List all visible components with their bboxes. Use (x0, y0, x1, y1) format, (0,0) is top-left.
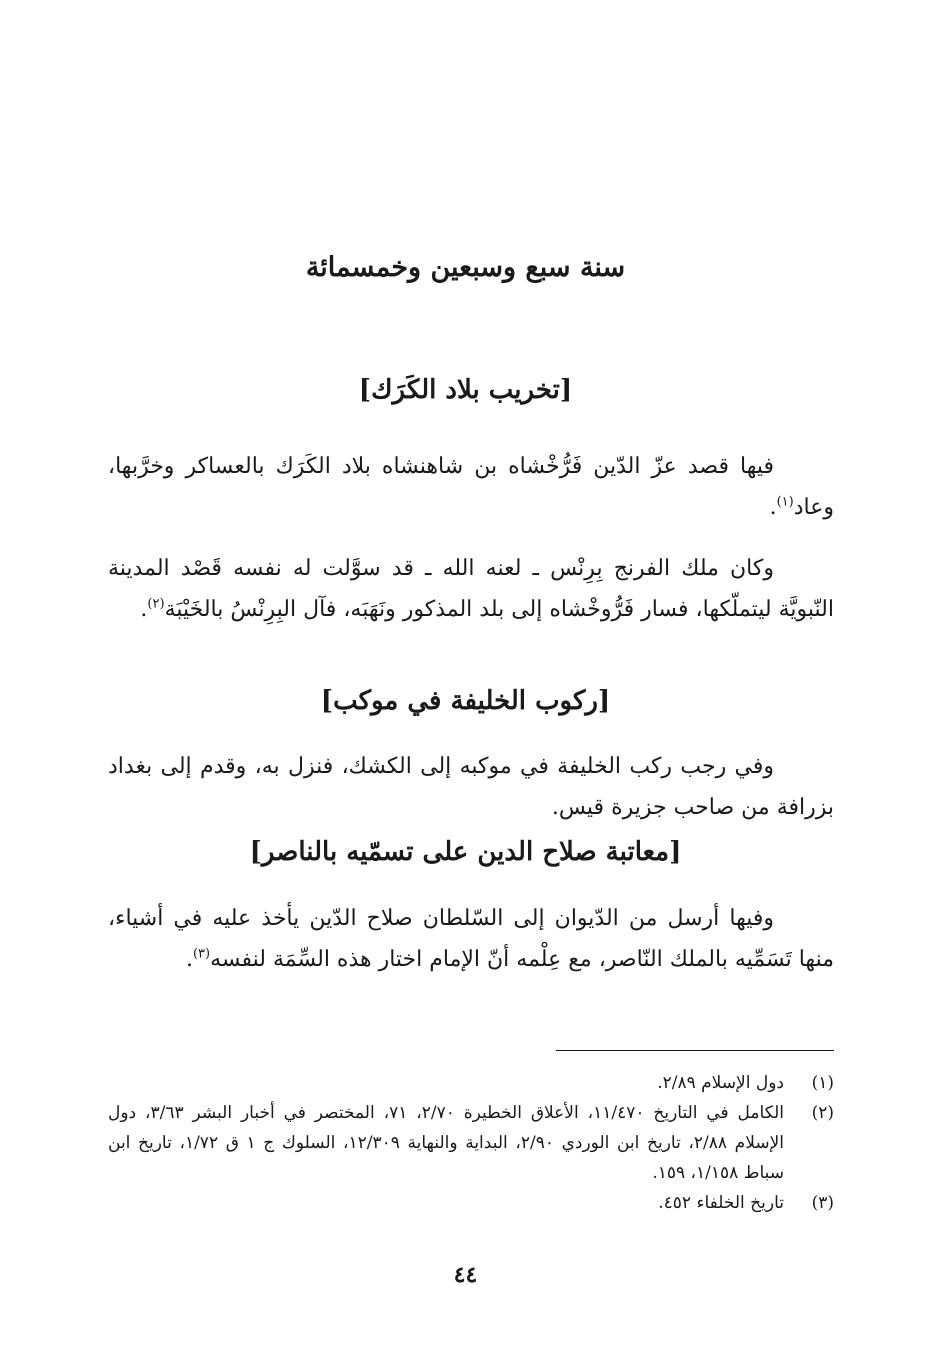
footnote-number: (١) (811, 1073, 834, 1093)
section-heading-karak: [تخريب بلاد الكَرَك] (358, 375, 573, 405)
footnote-item (108, 1188, 834, 1218)
paragraph-saladin-rebuke (108, 898, 834, 980)
paragraph-end: . (185, 947, 193, 972)
page-number: ٤٤ (453, 1262, 478, 1288)
footnote-item (108, 1098, 834, 1188)
year-title: سنة سبع وسبعين وخمسمائة (305, 252, 626, 283)
paragraph-text: وكان ملك الفرنج بِرِنْس ـ لعنه الله ـ قد سوَّلت له نفسه قَصْد المدينة النّبويَّة ليتملّكها، فسار فَرُّوخْشاه إلى بلد المذكور ونَهَبَه، فآل البِرِنْسُ بالخَيْبَة (108, 556, 834, 622)
footnote-divider (556, 1050, 834, 1051)
footnote-ref: (١) (776, 494, 794, 510)
paragraph-end: . (769, 495, 777, 520)
footnote-number: (٣) (811, 1193, 834, 1213)
section-heading-saladin-rebuke: [معاتبة صلاح الدين على تسمّيه بالناصر] (249, 837, 682, 867)
footnote-number: (٢) (811, 1103, 834, 1123)
paragraph-text: وفي رجب ركب الخليفة في موكبه إلى الكشك، فنزل به، وقدم إلى بغداد بزرافة من صاحب جزيرة قيس. (108, 754, 834, 820)
footnote-item (108, 1068, 834, 1098)
paragraph-caliph-procession (108, 746, 834, 828)
footnote-text: الكامل في التاريخ ١١/٤٧٠، الأعلاق الخطيرة ٢/٧٠، ٧١، المختصر في أخبار البشر ٣/٦٣، دول الإسلام ٢/٨٨، تاريخ ابن الوردي ٢/٩٠، البداية والنهاية ١٢/٣٠٩، السلوك ج ١ ق ١/٧٢، تاريخ ابن سباط ١/١٥٨، ١٥٩. (108, 1103, 784, 1183)
footnote-text: دول الإسلام ٢/٨٩. (657, 1073, 784, 1093)
footnote-ref: (٢) (147, 596, 165, 612)
footnotes (108, 1068, 834, 1218)
paragraph-text: وفيها أرسل من الدّيوان إلى السّلطان صلاح الدّين يأخذ عليه في أشياء، منها تَسَمِّيه بالملك النّاصر، مع عِلْمه أنّ الإمام اختار هذه السِّمَة لنفسه (108, 906, 834, 972)
paragraph-karak-1 (108, 446, 834, 528)
paragraph-text: فيها قصد عزّ الدّين فَرُّخْشاه بن شاهنشاه بلاد الكَرَك بالعساكر وخرَّبها، وعاد (108, 454, 834, 520)
paragraph-end: . (140, 597, 148, 622)
footnote-ref: (٣) (192, 946, 211, 962)
paragraph-karak-2 (108, 548, 834, 630)
section-heading-caliph-procession: [ركوب الخليفة في موكب] (320, 686, 611, 716)
footnote-text: تاريخ الخلفاء ٤٥٢. (658, 1193, 784, 1213)
